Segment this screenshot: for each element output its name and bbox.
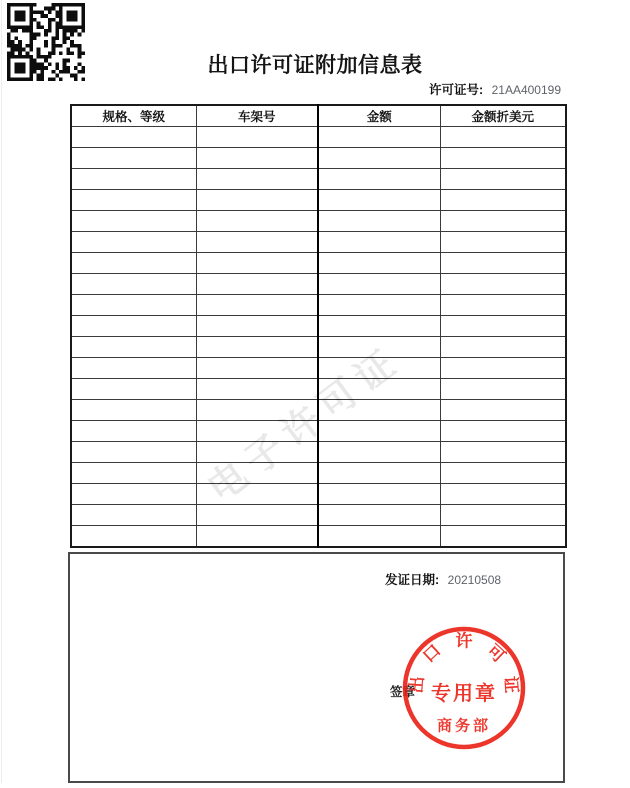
table-cell [196,337,318,358]
table-cell [440,148,566,169]
table-row [71,274,566,295]
issue-date-line [385,570,501,588]
table-cell [71,358,196,379]
table-cell [71,127,196,148]
page-left-edge [1,0,2,783]
table-cell [440,127,566,148]
table-cell [196,232,318,253]
table-header [71,105,566,127]
table-cell [71,211,196,232]
table-cell [71,505,196,526]
table-cell [318,253,440,274]
table-row [71,253,566,274]
table-row [71,526,566,548]
stamp-bottom-text: 商务部 [436,717,492,735]
table-cell [440,379,566,400]
table-cell [71,190,196,211]
table-cell [318,295,440,316]
table-cell [196,169,318,190]
table-cell [440,358,566,379]
table-cell [71,442,196,463]
column-header-3: 金额折美元 [440,105,566,127]
table-cell [196,253,318,274]
table-row [71,337,566,358]
signature-label: 签章 [390,685,416,699]
table-cell [318,526,440,548]
table-cell [440,232,566,253]
table-cell [318,463,440,484]
column-header-0: 规格、等级 [71,105,196,127]
table-row [71,442,566,463]
table-cell [440,463,566,484]
stamp-arc-char: 口 [419,640,445,667]
table-cell [196,190,318,211]
table-cell [318,505,440,526]
table-cell [71,379,196,400]
table-cell [196,442,318,463]
table-cell [440,211,566,232]
stamp-arc-char: 出 [407,675,428,694]
table-cell [196,421,318,442]
table-cell [318,169,440,190]
table-cell [196,400,318,421]
license-number-value: 21AA400199 [491,83,561,97]
stamp-arc-char: 可 [483,640,509,667]
table-cell [318,484,440,505]
table-cell [196,211,318,232]
table-cell [440,400,566,421]
table-cell [71,316,196,337]
table-cell [318,274,440,295]
table-cell [196,358,318,379]
table-cell [440,253,566,274]
table-cell [71,253,196,274]
table-cell [71,463,196,484]
stamp-arc-char: 许 [455,631,473,651]
table-cell [318,421,440,442]
issue-date-value: 20210508 [447,573,502,587]
table-cell [196,274,318,295]
table-cell [440,421,566,442]
stamp-arc-char: 证 [500,675,521,694]
column-header-2: 金额 [318,105,440,127]
table-cell [196,127,318,148]
table-cell [196,379,318,400]
table-row [71,316,566,337]
table-cell [440,316,566,337]
table-row [71,505,566,526]
table-cell [71,232,196,253]
table-cell [318,442,440,463]
table-cell [318,211,440,232]
table-cell [318,148,440,169]
table-cell [71,526,196,548]
table-cell [318,379,440,400]
table-cell [318,400,440,421]
table-cell [71,337,196,358]
table-cell [440,337,566,358]
table-cell [71,148,196,169]
table-cell [318,190,440,211]
table-cell [196,505,318,526]
license-number-label: 许可证号: [428,83,484,97]
table-cell [440,526,566,548]
table-cell [71,274,196,295]
license-number-line [429,80,561,98]
table-cell [440,442,566,463]
table-row [71,358,566,379]
table-cell [71,400,196,421]
additional-info-table [70,104,567,548]
table-cell [440,274,566,295]
issue-date-label: 发证日期: [385,573,440,587]
table-row [71,232,566,253]
stamp-center-text: 专用章 [431,683,497,705]
table-cell [440,505,566,526]
table-cell [71,169,196,190]
table-row [71,190,566,211]
table-cell [440,484,566,505]
table-cell [71,295,196,316]
table-row [71,484,566,505]
table-cell [318,337,440,358]
table-row [71,400,566,421]
page-title: 出口许可证附加信息表 [207,54,423,77]
table-row [71,421,566,442]
table-row [71,379,566,400]
table-cell [440,190,566,211]
table-cell [318,127,440,148]
table-cell [196,316,318,337]
table-cell [196,526,318,548]
table-row [71,463,566,484]
table-row [71,211,566,232]
table-row [71,127,566,148]
table-cell [318,316,440,337]
table-cell [71,421,196,442]
table-cell [440,295,566,316]
table-cell [196,463,318,484]
table-cell [318,358,440,379]
table-cell [196,295,318,316]
table-cell [440,169,566,190]
watermark: 电子许可证 [200,339,410,511]
table-row [71,295,566,316]
column-header-1: 车架号 [196,105,318,127]
table-cell [71,484,196,505]
table-row [71,148,566,169]
table-cell [196,484,318,505]
table-cell [196,148,318,169]
table-row [71,169,566,190]
table-cell [318,232,440,253]
